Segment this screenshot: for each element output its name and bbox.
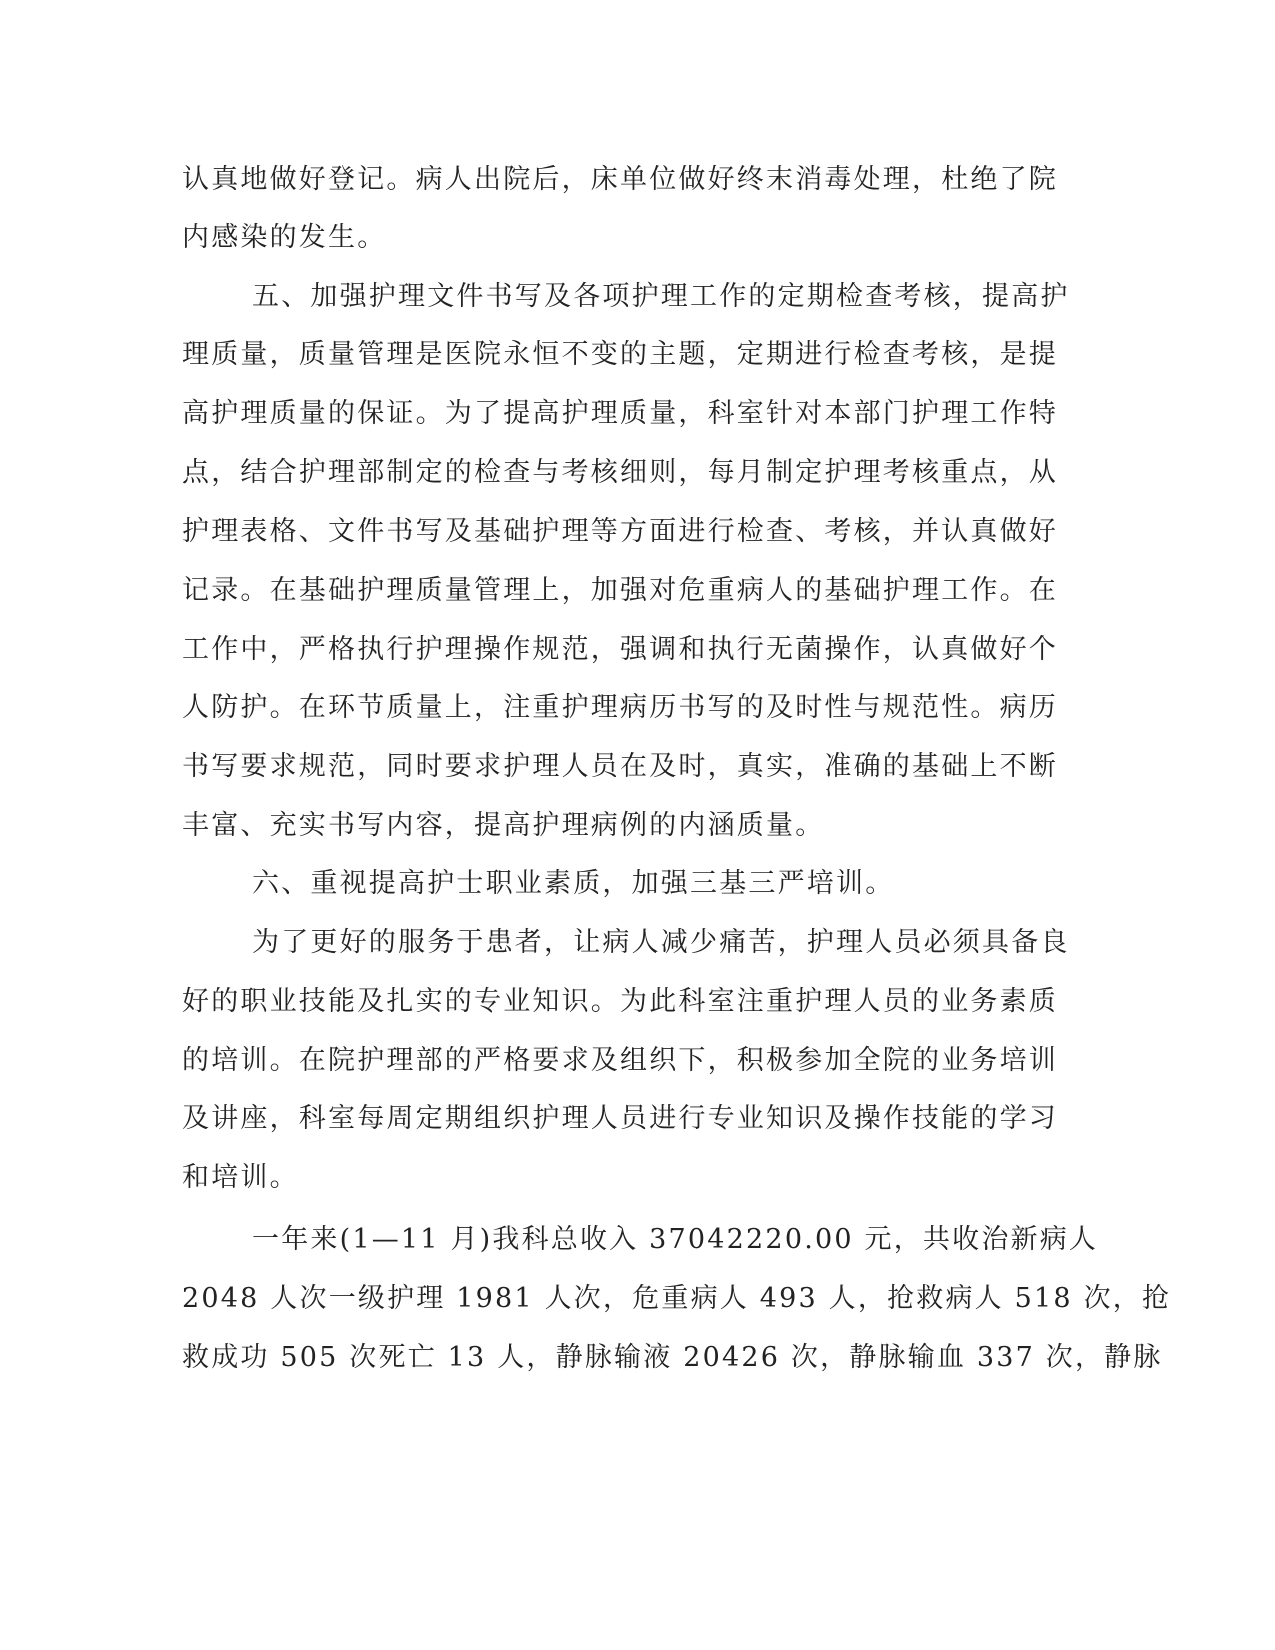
text-line: 和培训。	[182, 1162, 299, 1193]
section-heading-5: 五、加强护理文件书写及各项护理工作的定期检查考核，提高护	[252, 281, 1070, 312]
text-line: 及讲座，科室每周定期组织护理人员进行专业知识及操作技能的学习	[182, 1103, 1058, 1134]
text-line: 书写要求规范，同时要求护理人员在及时，真实，准确的基础上不断	[182, 751, 1058, 782]
text-line: 记录。在基础护理质量管理上，加强对危重病人的基础护理工作。在	[182, 575, 1058, 606]
text-line: 点，结合护理部制定的检查与考核细则，每月制定护理考核重点，从	[182, 457, 1058, 488]
text-line: 好的职业技能及扎实的专业知识。为此科室注重护理人员的业务素质	[182, 986, 1058, 1017]
text-line: 认真地做好登记。病人出院后，床单位做好终末消毒处理，杜绝了院	[182, 164, 1058, 195]
text-line: 工作中，严格执行护理操作规范，强调和执行无菌操作，认真做好个	[182, 634, 1058, 665]
section-heading-6: 六、重视提高护士职业素质，加强三基三严培训。	[252, 868, 895, 899]
text-line: 的培训。在院护理部的严格要求及组织下，积极参加全院的业务培训	[182, 1045, 1058, 1076]
text-line: 救成功 505 次死亡 13 人，静脉输液 20426 次，静脉输血 337 次，静脉	[182, 1342, 1163, 1373]
text-line: 护理表格、文件书写及基础护理等方面进行检查、考核，并认真做好	[182, 516, 1058, 547]
text-line: 一年来(1—11 月)我科总收入 37042220.00 元，共收治新病人	[252, 1224, 1099, 1255]
text-line: 理质量，质量管理是医院永恒不变的主题，定期进行检查考核，是提	[182, 339, 1058, 370]
text-line: 高护理质量的保证。为了提高护理质量，科室针对本部门护理工作特	[182, 398, 1058, 429]
text-line: 内感染的发生。	[182, 222, 387, 253]
text-line: 丰富、充实书写内容，提高护理病例的内涵质量。	[182, 810, 825, 841]
text-line: 为了更好的服务于患者，让病人减少痛苦，护理人员必须具备良	[252, 927, 1070, 958]
text-line: 2048 人次一级护理 1981 人次，危重病人 493 人，抢救病人 518 次，抢	[182, 1283, 1172, 1314]
text-line: 人防护。在环节质量上，注重护理病历书写的及时性与规范性。病历	[182, 692, 1058, 723]
